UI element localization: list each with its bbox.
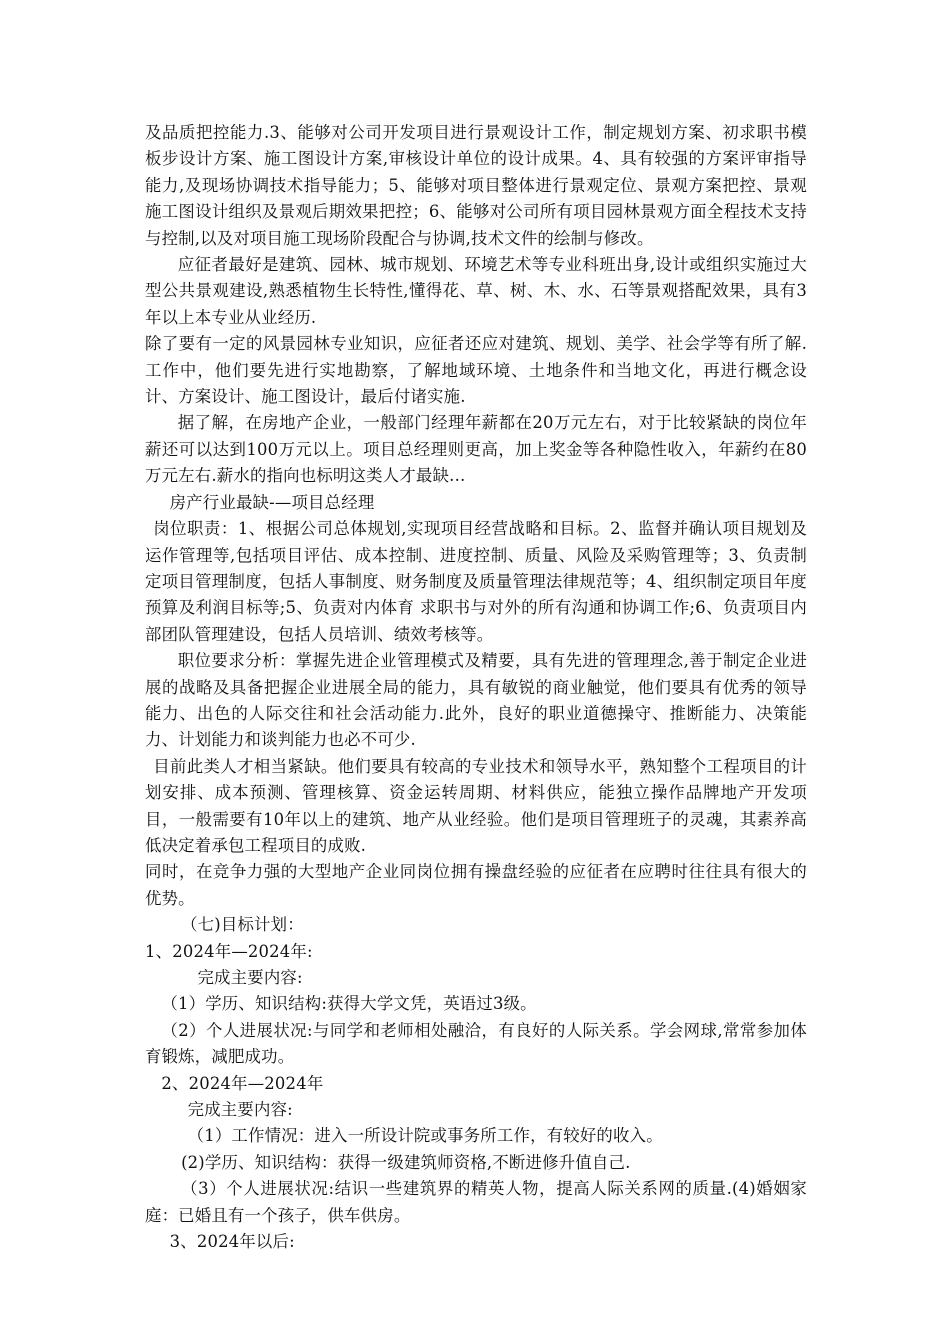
goal-period-1-subheading: 完成主要内容: (197, 968, 303, 987)
paragraph-job-duties: 岗位职责：1、根据公司总体规划,实现项目经营战略和目标。2、监督并确认项目规划及运作管理等,包括项目评估、成本控制、进度控制、质量、风险及采购管理等；3、负责制定项目管理制度，包括人事制度、财务制度及质量管理法律规范等；4、组织制定项目年度预算及利润目标等;5、负责对内体育 求职书与对外的所有沟通和协调工作;6、负责项目内部团队管理建设，包括人员培训、绩效考核等。 (145, 519, 807, 644)
goal-period-1-heading: 1、2024年—2024年: (145, 941, 313, 961)
goal-period-1-item-2: （2）个人进展状况:与同学和老师相处融洽，有良好的人际关系。学会网球,常常参加体育锻炼，减肥成功。 (145, 1020, 807, 1067)
goal-period-2-item-2: (2)学历、知识结构：获得一级建筑师资格,不断进修升值自己. (181, 1152, 631, 1172)
paragraph-responsibilities-continued: 及品质把控能力.3、能够对公司开发项目进行景观设计工作，制定规划方案、初求职书模板步设计方案、施工图设计方案,审核设计单位的设计成果。4、具有较强的方案评审指导能力,及现场协调技术指导能力；5、能够对项目整体进行景观定位、景观方案把控、景观施工图设计组织及景观后期效果把控；6、能够对公司所有项目园林景观方面全程技术支持与控制,以及对项目施工现场阶段配合与协调,技术文件的绘制与修改。 (145, 123, 807, 248)
paragraph-talent-shortage: 目前此类人才相当紧缺。他们要具有较高的专业技术和领导水平，熟知整个工程项目的计划安排、成本预测、管理核算、资金运转周期、材料供应，能独立操作品牌地产开发项目，一般需要有10年以上的建筑、地产从业经验。他们是项目管理班子的灵魂，其素养高低决定着承包工程项目的成败. (145, 756, 807, 855)
paragraph-salary: 据了解，在房地产企业，一般部门经理年薪都在20万元左右，对于比较紧缺的岗位年薪还可以达到100万元以上。项目总经理则更高，加上奖金等各种隐性收入，年薪约在80万元左右.薪水的指向也标明这类人才最缺… (145, 413, 807, 486)
goal-period-2-item-3: （3）个人进展状况:结识一些建筑界的精英人物，提高人际关系网的质量.(4)婚姻家庭：已婚且有一个孩子，供车供房。 (145, 1179, 807, 1225)
paragraph-advantage: 同时，在竞争力强的大型地产企业同岗位拥有操盘经验的应征者在应聘时往往具有很大的优势。 (145, 862, 807, 908)
goal-period-1-item-1: （1）学历、知识结构:获得大学文凭，英语过3级。 (161, 994, 537, 1014)
goal-period-3-heading: 3、2024年以后: (169, 1232, 295, 1252)
goal-period-2-item-1: （1）工作情况：进入一所设计院或事务所工作，有较好的收入。 (187, 1126, 663, 1146)
paragraph-job-requirements: 职位要求分析：掌握先进企业管理模式及精要，具有先进的管理理念,善于制定企业进展的战略及具备把握企业进展全局的能力，具有敏锐的商业触觉，他们要具有优秀的领导能力、出色的人际交往和社会活动能力.此外，良好的职业道德操守、推断能力、决策能力、计划能力和谈判能力也必不可少. (145, 651, 807, 750)
section-heading-project-manager: 房产行业最缺-—项目总经理 (169, 492, 375, 512)
goal-period-2-heading: 2、2024年—2024年 (161, 1073, 324, 1093)
section-heading-goal-plan: （七)目标计划： (181, 915, 304, 935)
document-body (145, 120, 807, 1255)
paragraph-candidate-background: 应征者最好是建筑、园林、城市规划、环境艺术等专业科班出身,设计或组织实施过大型公共景观建设,熟悉植物生长特性,懂得花、草、树、木、水、石等景观搭配效果，具有3年以上本专业从业经历. (145, 255, 807, 327)
goal-period-2-subheading: 完成主要内容: (187, 1100, 293, 1120)
paragraph-knowledge-requirements: 除了要有一定的风景园林专业知识，应征者还应对建筑、规划、美学、社会学等有所了解.工作中，他们要先进行实地勘察，了解地域环境、土地条件和当地文化，再进行概念设计、方案设计、施工图设计，最后付诸实施. (145, 334, 807, 407)
